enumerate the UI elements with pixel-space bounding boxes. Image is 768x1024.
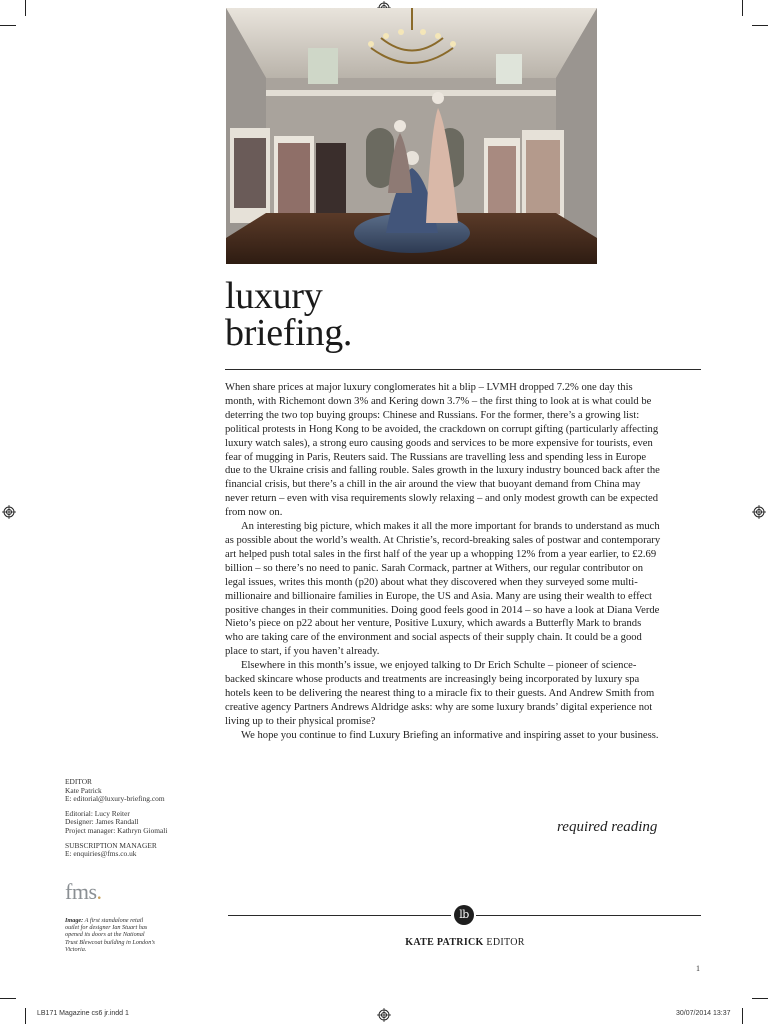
registration-mark-icon <box>2 505 16 519</box>
crop-mark <box>0 998 16 999</box>
divider <box>476 915 701 916</box>
registration-mark-icon <box>752 505 766 519</box>
crop-mark <box>752 998 768 999</box>
editorial-paragraph: When share prices at major luxury conglomerates hit a blip – LVMH dropped 7.2% one day this month, with Richemont down 3% and Kering down 3.7% – the first thing to look at is what could be deterring the two top buying groups: Chinese and Russians. For the former, there’s a growing list: political protests in Hong Kong to be avoided, the crackdown on corrupt gifting (particularly affecting luxury watch sales), a strong euro causing goods and services to be more expensive for tourists, even fear of mugging in Paris, Reuters said. The Russians are travelling less and spending less in Europe due to the Ukraine crisis and falling rouble. Sales growth in the luxury industry bounced back after the financial crisis, but there’s a chill in the air around the view that buoyant demand from China may never return – even with visa requirements slowly relaxing – and only modest growth can be expected from now on. <box>225 382 660 519</box>
crop-mark <box>0 25 16 26</box>
lb-badge-icon: lb <box>454 905 474 925</box>
credit-line: Designer: James Randall <box>65 817 139 827</box>
signature-role: EDITOR <box>486 937 525 948</box>
credit-heading: EDITOR <box>65 777 92 786</box>
signature-name: KATE PATRICK <box>405 937 484 948</box>
crop-mark <box>752 25 768 26</box>
credit-line: Project manager: Kathryn Giomali <box>65 825 168 835</box>
credit-email: E: enquiries@fms.co.uk <box>65 849 137 859</box>
publisher-logo <box>65 879 102 905</box>
caption-label: Image: <box>65 917 84 924</box>
editorial-paragraph: We hope you continue to find Luxury Briefing an informative and inspiring asset to your business. <box>241 729 659 741</box>
credit-editor <box>65 778 215 804</box>
divider <box>228 915 451 916</box>
crop-mark <box>25 0 26 16</box>
credit-team <box>65 810 215 836</box>
masthead-line-2: briefing. <box>225 312 353 354</box>
credit-line: Editorial: Lucy Reiter <box>65 808 130 818</box>
crop-mark <box>25 1008 26 1024</box>
editorial-paragraph: An interesting big picture, which makes it all the more important for brands to understand as much as possible about the world’s wealth. At Christie’s, record-breaking sales of postwar and contemporary art helped push total sales in the first half of the year up a whopping 12% from a year earlier, to £2.69 billion – so there’s no need to panic. Sarah Cormack, partner at Withers, our regular contributor on legal issues, writes this month (p20) about what they discovered when they surveyed some multi-millionaire and billionaire families in Europe, the US and Asia. Many are using their wealth to effect positive changes in their communities. Doing good feels good in 2014 – so have a look at Diana Verde Nieto’s piece on p22 about her venture, Positive Luxury, which awards a Butterfly Mark to brands who are taking care of the environment and social aspects of their supply chain. It could be a good place to start, if you haven’t already. <box>225 521 661 658</box>
crop-mark <box>742 1008 743 1024</box>
editorial-paragraph: Elsewhere in this month’s issue, we enjoyed talking to Dr Erich Schulte – pioneer of science-backed skincare whose products and treatments are increasingly being incorporated by luxury spa hotels keen to be delivering the nearest thing to a miracle fix to their guests. And Andrew Smith from creative agency Partners Andrews Aldridge asks: why are some luxury brands’ digital experience not living up to their physical promise? <box>225 660 655 727</box>
divider <box>225 369 701 370</box>
slug-filename: LB171 Magazine cs6 jr.indd 1 <box>37 1010 129 1017</box>
caption-text: A first standalone retail outlet for designer Ian Stuart has opened its doors at the National Trust Blewcoat building in London’s Victoria. <box>65 917 155 953</box>
slug-timestamp: 30/07/2014 13:37 <box>676 1010 731 1017</box>
editor-signature <box>0 937 768 948</box>
credit-email: E: editorial@luxury-briefing.com <box>65 794 165 804</box>
logo-text: fms <box>65 879 97 904</box>
staff-credits <box>65 778 215 865</box>
masthead-line-1: luxury <box>225 275 323 317</box>
crop-mark <box>742 0 743 16</box>
hero-image <box>226 8 597 264</box>
registration-mark-icon <box>377 1008 391 1022</box>
credit-heading: SUBSCRIPTION MANAGER <box>65 840 157 850</box>
credit-name: Kate Patrick <box>65 785 102 795</box>
pull-quote: required reading <box>557 819 658 835</box>
page-number: 1 <box>696 964 700 973</box>
credit-subscription <box>65 842 215 859</box>
logo-dot: . <box>96 879 102 904</box>
masthead-title <box>225 275 353 354</box>
editorial-body <box>225 381 661 743</box>
